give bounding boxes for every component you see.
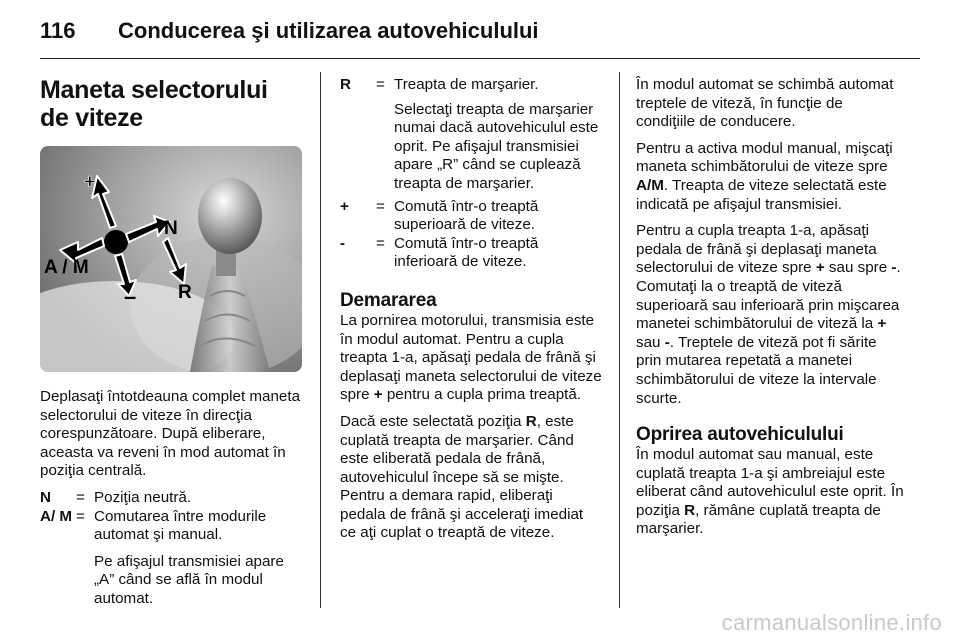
watermark-text: carmanualsonline.info [721, 610, 942, 635]
column-3 [636, 76, 904, 547]
definition-equals: = [76, 507, 85, 525]
definition-term: - [340, 234, 346, 252]
definition-minus [340, 235, 602, 272]
definition-term: + [340, 197, 349, 215]
auto-mode-paragraph: În modul automat se schimbă automat treptele de viteză, în funcţie de condiţiile de conducere. [636, 76, 894, 131]
subsection-title-oprirea: Oprirea autovehiculului [636, 424, 844, 446]
first-gear-paragraph: Pentru a cupla treapta 1-a, apăsaţi pedala de frână şi deplasaţi maneta selectorului de viteze spre + sau spre -. Comutaţi la o treaptă de viteză superioară sau inferioară prin mişcarea manetei schimbătorului de viteză la + sau -. Treptele de viteză pot fi sărite prin mutarea repetată a manetei schimbătorului de viteze la intervale scurte. [636, 222, 901, 407]
definition-equals: = [376, 197, 385, 215]
label-n: N [164, 218, 178, 239]
definition-description: Poziţia neutră. [94, 488, 192, 506]
manual-mode-paragraph: Pentru a activa modul manual, mişcaţi maneta schimbătorului de viteze spre A/M. Treapta de viteze selectată este indicată pe afişajul transmisiei. [636, 139, 893, 213]
column-divider-2 [619, 72, 620, 608]
definition-term: N [40, 488, 51, 506]
page-number: 116 [40, 18, 76, 43]
stopping-paragraph: În modul automat sau manual, este cuplată treapta 1-a şi ambreiajul este eliberat când autovehiculul este oprit. În poziţia R, rămâne cuplată treapta de marşarier. [636, 446, 904, 538]
definition-equals: = [76, 488, 85, 506]
section-title: Maneta selectorului de viteze [40, 76, 268, 132]
definition-description: Comută într-o treaptă superioară de viteze. [394, 197, 539, 234]
definition-description: Comutarea între modurile automat şi manual. [94, 507, 267, 544]
gear-selector-illustration [40, 146, 302, 372]
subsection-title-demararea: Demararea [340, 289, 437, 311]
label-am: A / M [44, 257, 89, 278]
column-divider-1 [320, 72, 321, 608]
column-2 [340, 76, 602, 551]
label-minus: – [124, 284, 137, 309]
definition-term: R [340, 76, 351, 93]
chapter-title: Conducerea şi utilizarea autovehiculului [118, 18, 539, 43]
definition-plus [340, 198, 602, 235]
definition-am [40, 508, 302, 545]
definition-r [340, 76, 602, 95]
page-header [40, 18, 920, 54]
definition-description: Treapta de marşarier. [394, 76, 539, 93]
definition-n [40, 489, 302, 508]
demararea-paragraph-2: Dacă este selectată poziţia R, este cuplată treapta de marşarier. Când este eliberată pedala de frână, autovehiculul începe să se mişte. Pentru a demara rapid, eliberaţi pedala de frână şi acceleraţi imediat ce aţi cuplat o treaptă de viteze. [340, 412, 584, 542]
definition-description: Comută într-o treaptă inferioară de viteze. [394, 234, 539, 271]
definition-equals: = [376, 76, 385, 93]
intro-paragraph: Deplasaţi întotdeauna complet maneta selectorului de viteze în direcţia corespunzătoare. După eliberare, aceasta va reveni în mod automat în poziţia centrală. [40, 388, 301, 480]
demararea-paragraph-1: La pornirea motorului, transmisia este în modul automat. Pentru a cupla treapta 1-a, apăsaţi pedala de frână şi deplasaţi maneta selectorului de viteze spre + pentru a cupla prima treaptă. [340, 311, 602, 404]
label-r: R [178, 282, 192, 303]
r-note: Selectaţi treapta de marşarier numai dacă autovehiculul este oprit. Pe afişajul transmisiei apare „R” când se cuplează treapta de marşarier. [394, 100, 599, 192]
am-note: Pe afişajul transmisiei apare „A” când se află în modul automat. [94, 552, 284, 607]
gear-selector-svg [40, 146, 302, 372]
column-1 [40, 76, 302, 617]
definition-equals: = [376, 234, 385, 252]
definition-term: A/ M [40, 507, 73, 525]
label-plus: + [84, 171, 96, 193]
header-rule [40, 58, 920, 59]
